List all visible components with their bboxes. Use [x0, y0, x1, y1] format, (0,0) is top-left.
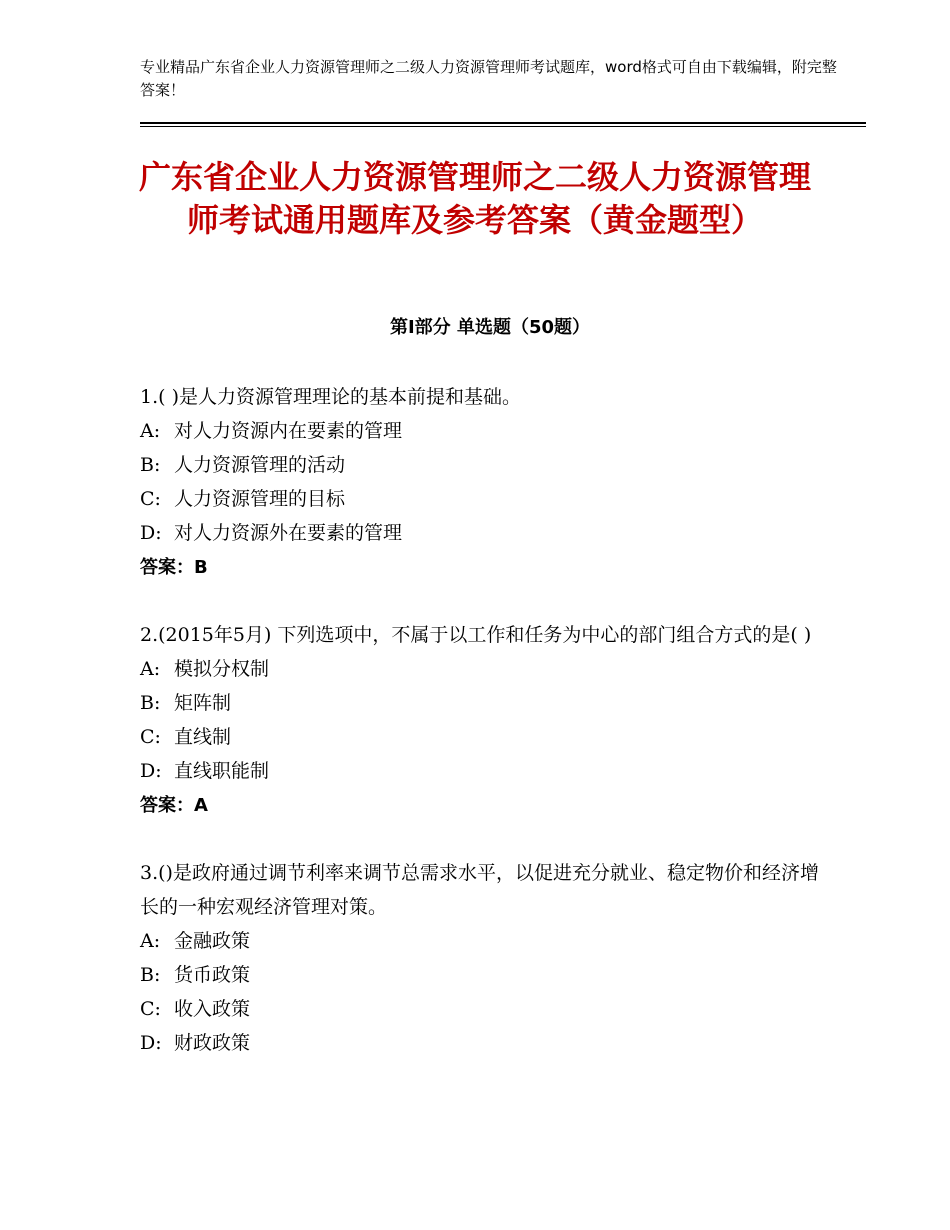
option-letter: B:	[140, 964, 161, 986]
option-c	[140, 992, 820, 1026]
option-a	[140, 414, 820, 448]
header-divider	[140, 122, 866, 124]
option-text: 财政政策	[174, 1032, 251, 1054]
option-letter: D:	[140, 1032, 162, 1054]
answer-line: 答案：B	[140, 557, 208, 578]
option-letter: B:	[140, 454, 161, 476]
option-text: 货币政策	[174, 964, 251, 986]
option-text: 直线职能制	[174, 760, 270, 782]
header-divider-thin	[140, 126, 866, 127]
option-text: 对人力资源外在要素的管理	[174, 522, 403, 544]
section-title: 第Ⅰ部分 单选题（50题）	[389, 317, 590, 338]
option-text: 对人力资源内在要素的管理	[174, 420, 403, 442]
question-item	[140, 856, 820, 1060]
option-d	[140, 754, 820, 788]
answer-line: 答案：A	[140, 795, 208, 816]
option-a	[140, 924, 820, 958]
option-text: 金融政策	[174, 930, 251, 952]
option-d	[140, 1026, 820, 1060]
header-note: 专业精品广东省企业人力资源管理师之二级人力资源管理师考试题库，word格式可自由下载编辑，附完整答案！	[140, 58, 837, 99]
question-stem: 3.()是政府通过调节利率来调节总需求水平，以促进充分就业、稳定物价和经济增长的一种宏观经济管理对策。	[140, 862, 819, 918]
question-item	[140, 380, 820, 586]
option-b	[140, 958, 820, 992]
option-letter: A:	[140, 420, 161, 442]
document-title: 广东省企业人力资源管理师之二级人力资源管理师考试通用题库及参考答案（黄金题型）	[138, 158, 811, 239]
question-stem: 1.( )是人力资源管理理论的基本前提和基础。	[140, 386, 521, 408]
option-text: 直线制	[174, 726, 232, 748]
option-letter: C:	[140, 726, 161, 748]
option-text: 收入政策	[174, 998, 251, 1020]
option-c	[140, 482, 820, 516]
option-text: 矩阵制	[174, 692, 232, 714]
option-letter: C:	[140, 488, 161, 510]
option-letter: C:	[140, 998, 161, 1020]
question-item	[140, 618, 820, 824]
option-b	[140, 448, 820, 482]
option-letter: D:	[140, 760, 162, 782]
option-c	[140, 720, 820, 754]
option-b	[140, 686, 820, 720]
option-a	[140, 652, 820, 686]
option-text: 人力资源管理的活动	[174, 454, 346, 476]
question-stem: 2.(2015年5月) 下列选项中，不属于以工作和任务为中心的部门组合方式的是( )	[140, 624, 812, 646]
option-letter: B:	[140, 692, 161, 714]
option-letter: D:	[140, 522, 162, 544]
option-text: 人力资源管理的目标	[174, 488, 346, 510]
question-list	[140, 380, 820, 1092]
option-text: 模拟分权制	[174, 658, 270, 680]
option-letter: A:	[140, 930, 161, 952]
option-letter: A:	[140, 658, 161, 680]
option-d	[140, 516, 820, 550]
